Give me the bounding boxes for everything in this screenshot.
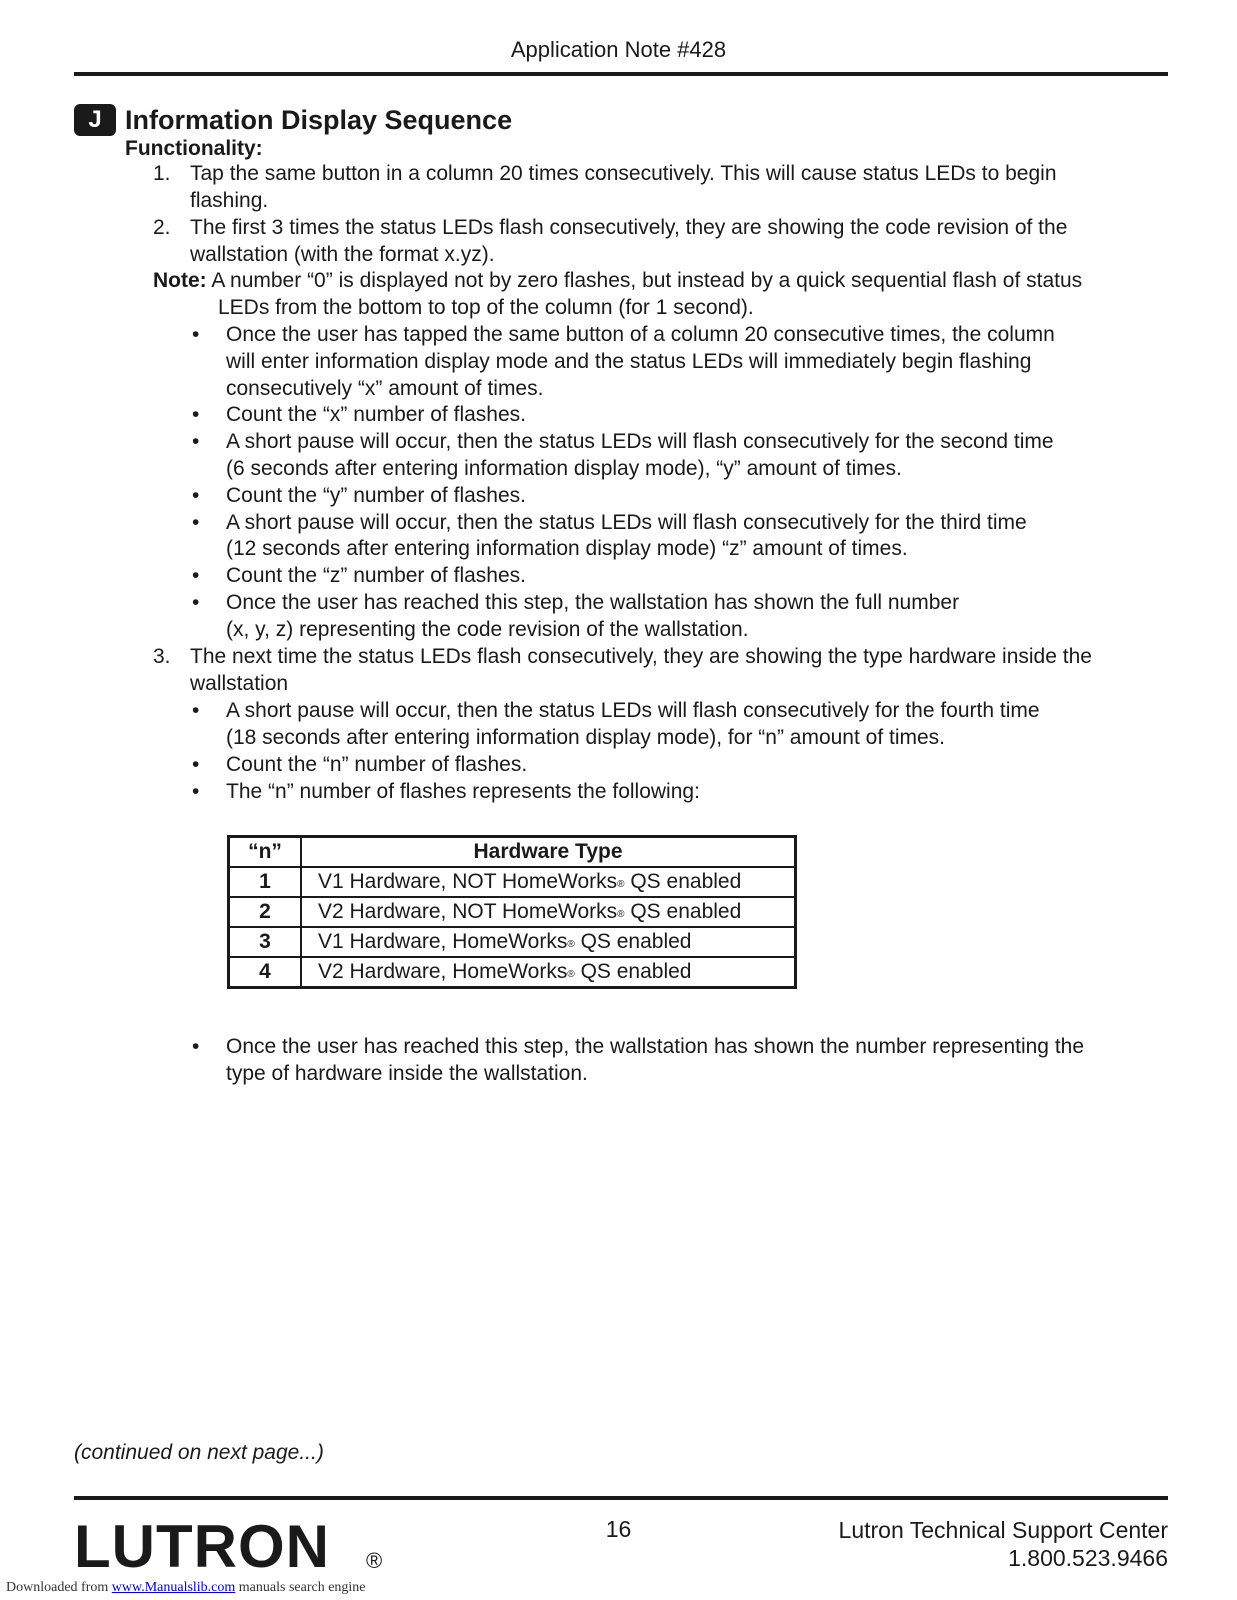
footer-rule — [74, 1496, 1168, 1500]
column-header-hardware-type: Hardware Type — [301, 837, 796, 868]
bullet-marker: • — [192, 511, 200, 534]
list-item-text: The next time the status LEDs flash consecutively, they are showing the type hardware inside the — [190, 645, 1092, 668]
bullet-text: A short pause will occur, then the status LEDs will flash consecutively for the third time — [226, 511, 1027, 534]
bullet-marker: • — [192, 753, 200, 776]
functionality-heading: Functionality: — [125, 137, 263, 160]
bullet-text: Count the “n” number of flashes. — [226, 753, 528, 776]
section-badge: J — [74, 104, 116, 136]
bullet-text: Once the user has reached this step, the wallstation has shown the number representing the — [226, 1035, 1085, 1058]
table-cell-n: 1 — [229, 867, 302, 897]
hardware-text: QS enabled — [574, 930, 692, 953]
bullet-text: Count the “x” number of flashes. — [226, 403, 526, 426]
lutron-logo: LUTRON — [74, 1513, 330, 1580]
page-number: 16 — [605, 1516, 632, 1542]
download-suffix: manuals search engine — [235, 1580, 366, 1595]
bullet-marker: • — [192, 403, 200, 426]
bullet-text: Count the “z” number of flashes. — [226, 564, 526, 587]
download-prefix: Downloaded from — [6, 1580, 112, 1595]
continued-note: (continued on next page...) — [74, 1441, 324, 1464]
registered-mark: ® — [617, 909, 625, 920]
bullet-text: A short pause will occur, then the status LEDs will flash consecutively for the fourth time — [226, 699, 1040, 722]
hardware-text: V2 Hardware, NOT HomeWorks — [318, 900, 618, 923]
table-cell-n: 3 — [229, 927, 302, 957]
bullet-marker: • — [192, 430, 200, 453]
registered-mark: ® — [567, 969, 575, 980]
bullet-text: consecutively “x” amount of times. — [226, 377, 544, 400]
bullet-text: A short pause will occur, then the status LEDs will flash consecutively for the second time — [226, 430, 1054, 453]
bullet-text: will enter information display mode and the status LEDs will immediately begin flashing — [226, 350, 1032, 373]
bullet-marker: • — [192, 484, 200, 507]
registered-mark: ® — [567, 939, 575, 950]
support-contact — [839, 1516, 1168, 1572]
table-cell-n: 4 — [229, 957, 302, 988]
hardware-text: QS enabled — [574, 960, 692, 983]
list-number: 2. — [153, 216, 171, 239]
table-row — [229, 927, 796, 957]
bullet-text: Once the user has tapped the same button of a column 20 consecutive times, the column — [226, 323, 1055, 346]
manualslib-link[interactable]: www.Manualslib.com — [111, 1580, 236, 1595]
note-body: A number “0” is displayed not by zero flashes, but instead by a quick sequential flash of status — [206, 269, 1083, 292]
table-cell-hardware — [301, 927, 796, 957]
support-center-name: Lutron Technical Support Center — [838, 1517, 1168, 1543]
header-rule — [74, 72, 1168, 76]
note-text-continued: LEDs from the bottom to top of the column (for 1 second). — [218, 296, 754, 319]
table-cell-hardware — [301, 867, 796, 897]
list-number: 1. — [153, 162, 171, 185]
table-header-row — [229, 837, 796, 868]
list-item-text: wallstation (with the format x.yz). — [190, 243, 495, 266]
table-cell-hardware — [301, 957, 796, 988]
table-row — [229, 897, 796, 927]
column-header-n: “n” — [229, 837, 302, 868]
bullet-text: (12 seconds after entering information display mode) “z” amount of times. — [226, 537, 908, 560]
bullet-marker: • — [192, 591, 200, 614]
bullet-marker: • — [192, 780, 200, 803]
list-number: 3. — [153, 645, 171, 668]
bullet-marker: • — [192, 323, 200, 346]
table-row — [229, 957, 796, 988]
note-text — [153, 268, 1082, 295]
bullet-text: type of hardware inside the wallstation. — [226, 1062, 588, 1085]
hardware-text: V1 Hardware, NOT HomeWorks — [318, 870, 618, 893]
download-attribution — [6, 1580, 366, 1596]
list-item-text: Tap the same button in a column 20 times consecutively. This will cause status LEDs to begin — [190, 162, 1057, 185]
table-row — [229, 867, 796, 897]
bullet-text: (x, y, z) representing the code revision of the wallstation. — [226, 618, 749, 641]
bullet-text: The “n” number of flashes represents the following: — [226, 780, 700, 803]
hardware-text: QS enabled — [624, 870, 742, 893]
bullet-marker: • — [192, 1035, 200, 1058]
logo-registered-mark: ® — [366, 1548, 383, 1573]
table-cell-hardware — [301, 897, 796, 927]
support-phone: 1.800.523.9466 — [1008, 1545, 1168, 1571]
bullet-text: (18 seconds after entering information display mode), for “n” amount of times. — [226, 726, 946, 749]
hardware-type-table — [227, 835, 797, 989]
section-title: Information Display Sequence — [125, 105, 513, 135]
hardware-text: V2 Hardware, HomeWorks — [318, 960, 568, 983]
bullet-text: Count the “y” number of flashes. — [226, 484, 526, 507]
bullet-text: (6 seconds after entering information display mode), “y” amount of times. — [226, 457, 902, 480]
bullet-marker: • — [192, 699, 200, 722]
list-item-text: flashing. — [190, 189, 269, 212]
bullet-text: Once the user has reached this step, the wallstation has shown the full number — [226, 591, 960, 614]
hardware-text: V1 Hardware, HomeWorks — [318, 930, 568, 953]
table-cell-n: 2 — [229, 897, 302, 927]
note-label: Note: — [153, 269, 207, 292]
registered-mark: ® — [617, 879, 625, 890]
bullet-marker: • — [192, 564, 200, 587]
list-item-text: The first 3 times the status LEDs flash consecutively, they are showing the code revision of the — [190, 216, 1068, 239]
page-header-title: Application Note #428 — [510, 37, 727, 62]
list-item-text: wallstation — [190, 672, 289, 695]
hardware-text: QS enabled — [624, 900, 742, 923]
